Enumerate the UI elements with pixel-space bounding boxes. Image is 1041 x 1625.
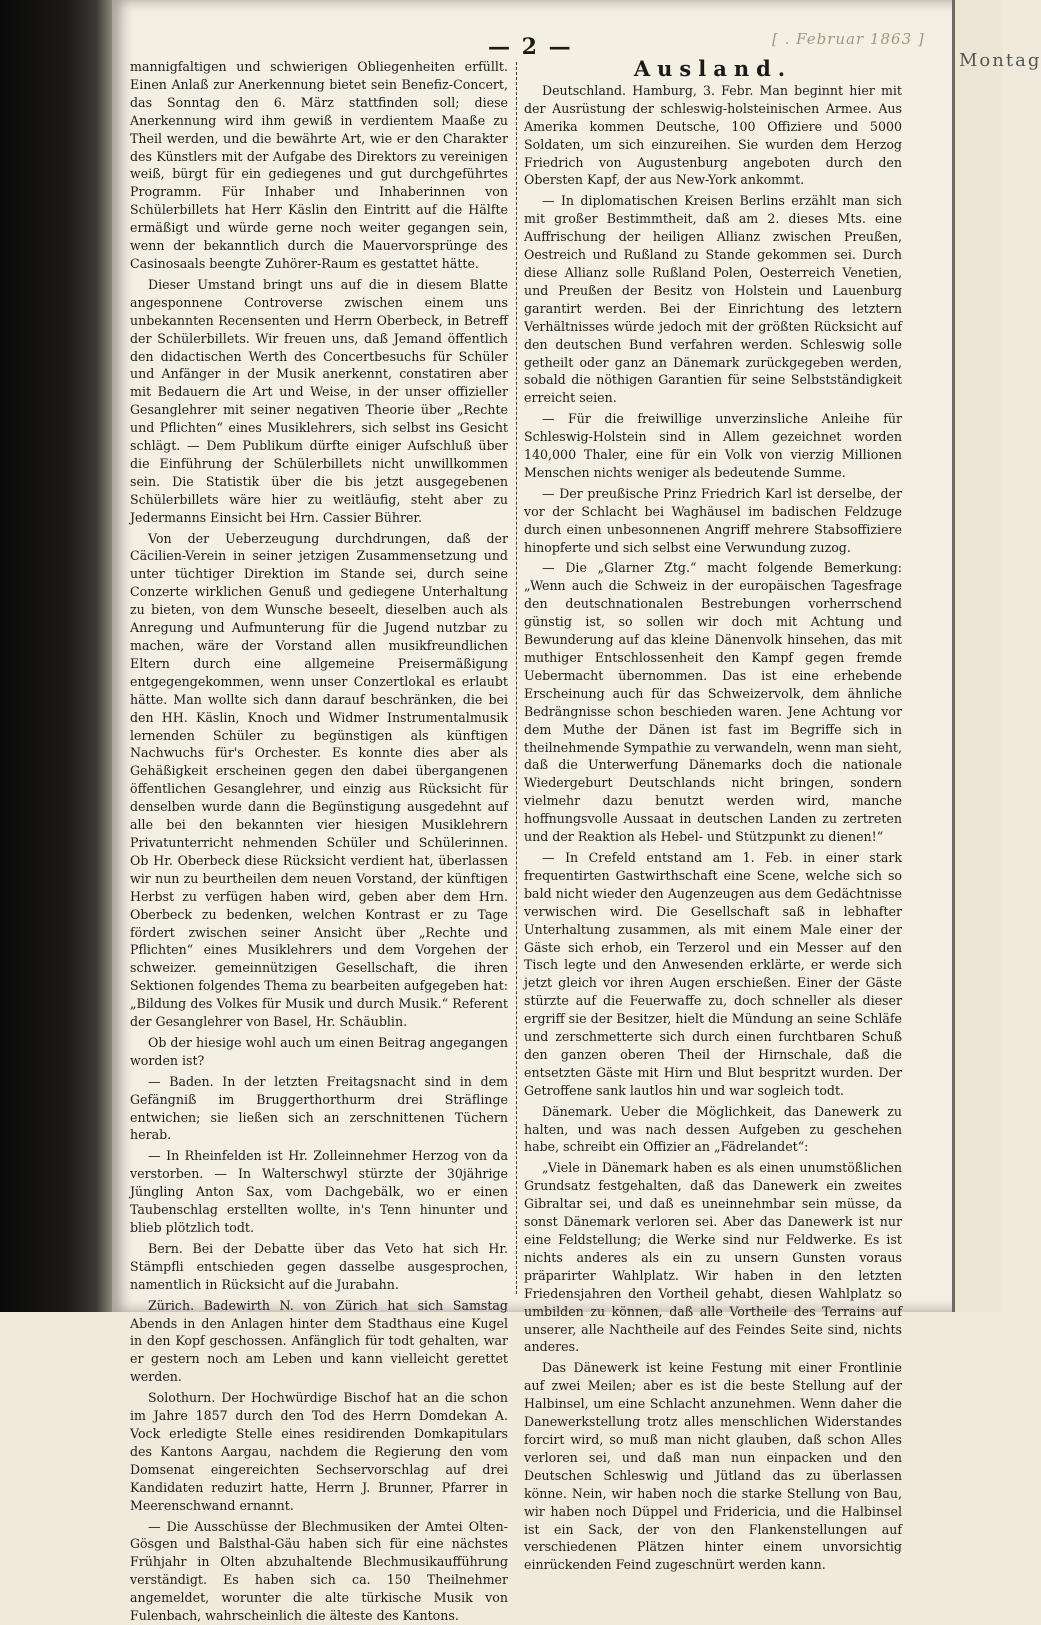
news-item-deutschland: Deutschland. Hamburg, 3. Febr. Man beginnt hier mit der Ausrüstung der schleswig-holsteinischen Armee. Aus Amerika kommen Deutsche, 100 Offiziere und 5000 Soldaten, um sich einzureihen. Sie wurden dem Herzog Friedrich von Augustenburg angeboten durch den Obersten Kapf, der aus New-York ankommt. [524, 82, 902, 188]
news-item-crefeld: — In Crefeld entstand am 1. Feb. in einer stark frequentirten Gastwirthschaft eine Scene, welche sich so bald nicht wieder den Augenzeugen aus dem Gedächtnisse verwischen wird. Die Gesellschaft saß in lebhafter Unterhaltung zusammen, als mit einem Male einer der Gäste sich erhob, ein Terzerol und ein Messer auf den Tisch legte und den Anwesenden erklärte, er werde sich jetzt gleich vor ihren Augen erschießen. Einer der Gäste stürzte auf die Feuerwaffe zu, doch schneller als dieser ergriff sie der Besitzer, hielt die Mündung an seine Schläfe und zerschmetterte sich durch einen furchtbaren Schuß den ganzen oberen Theil der Hirnschale, daß die entsetzten Gäste mit Hirn und Blut bespritzt wurden. Der Getroffene sank lautlos hin und war sogleich todt. [524, 849, 902, 1098]
article-paragraph: Ob der hiesige wohl auch um einen Beitrag angegangen worden ist? [130, 1034, 508, 1068]
news-item-bern: Bern. Bei der Debatte über das Veto hat sich Hr. Stämpfli entschieden gegen dasselbe ausgesprochen, namentlich in Rücksicht auf die Jurabahn. [130, 1240, 508, 1292]
section-title-ausland: Ausland. [633, 56, 793, 81]
quote-paragraph: Das Dänewerk ist keine Festung mit einer Frontlinie auf zwei Meilen; aber es ist die beste Stellung auf der Halbinsel, um eine Schlacht anzunehmen. Wenn daher die Danewerkstellung trotz alles menschlichen Widerstandes forcirt wird, so muß man nicht glauben, daß schon Alles verloren sei, und daß man nun einpacken und den Deutschen Schleswig und Jütland das zu überlassen könne. Nein, wir haben noch die starke Stellung von Bau, wir haben noch Düppel und Fridericia, und die Halbinsel ist ein Sack, der von den Flankenstellungen auf verschiedenen Plätzen hinter einem unvorsichtig einrückenden Feind zugeschnürt werden kann. [524, 1360, 902, 1573]
article-paragraph: mannigfaltigen und schwierigen Obliegenheiten erfüllt. Einen Anlaß zur Anerkennung bietet sein Benefiz-Concert, das Sonntag den 6. März stattfinden soll; diese Anerkennung wird ihm gewiß in verdientem Maaße zu Theil werden, und die bewährte Art, wie er den Charakter des Künstlers mit der Aufgabe des Direktors zu vereinigen weiß, bürgt für ein gediegenes und gut durchgeführtes Programm. Für Inhaber und Inhaberinnen von Schülerbillets hat Herr Käslin den Eintritt auf die Hälfte ermäßigt und würde gerne noch weiter gegangen sein, wenn der bekanntlich durch die Mauervorsprünge des Casinosaals beengte Zuhörer-Raum es gestattet hätte. [130, 59, 508, 271]
news-item-prinz: — Der preußische Prinz Friedrich Karl ist derselbe, der vor der Schlacht bei Waghäusel im badischen Feldzuge durch einen unbesonnenen Angriff mehrere Stabsoffiziere hinopferte und sich selbst eine Verwundung zuzog. [524, 485, 902, 555]
news-item-rheinfelden: — In Rheinfelden ist Hr. Zolleinnehmer Herzog von da verstorben. — In Walterschwyl stürzte der 30jährige Jüngling Anton Sax, vom Dachgebälk, wo er einen Taubenschlag erstellten wollte, in's Tenn hinunter und blieb plötzlich todt. [130, 1148, 508, 1235]
news-item-baden: — Baden. In der letzten Freitagsnacht sind in dem Gefängniß im Bruggerthorthurm drei Sträflinge entwichen; sie ließen sich an zerschnittenen Tüchern herab. [130, 1073, 508, 1143]
news-item-daenemark: Dänemark. Ueber die Möglichkeit, das Danewerk zu halten, und was nach dessen Aufgeben zu geschehen habe, schreibt ein Offizier an „Fädrelandet“: [524, 1103, 902, 1155]
news-item-solothurn: Solothurn. Der Hochwürdige Bischof hat an die schon im Jahre 1857 durch den Tod des Herrn Domdekan A. Vock erledigte Stelle eines residirenden Domkapitulars des Kantons Aargau, nachdem die Regierung den vom Domsenat eingereichten Sechservorschlag auf drei Kandidaten reduzirt hatte, Herrn J. Brunner, Pfarrer in Meerenschwand ernannt. [130, 1390, 508, 1513]
news-item-blechmusik: — Die Ausschüsse der Blechmusiken der Amtei Olten-Gösgen und Balsthal-Gäu haben sich für eine nächstes Frühjahr in Olten abzuhaltende Blechmusikaufführung verständigt. Es haben sich ca. 150 Theilnehmer angemeldet, worunter die alte türkische Musik von Fulenbach, wahrscheinlich die älteste des Kantons. [130, 1518, 508, 1624]
book-spine-shadow [0, 0, 120, 1312]
news-item-zuerich: Zürich. Badewirth N. von Zürich hat sich Samstag Abends in den Anlagen hinter dem Stadthaus eine Kugel in den Kopf geschossen. Anfänglich für todt gehalten, war er gestern noch am Leben und kann vielleicht gerettet werden. [130, 1297, 508, 1385]
page-number: — 2 — [488, 34, 573, 60]
article-paragraph: Von der Ueberzeugung durchdrungen, daß der Cäcilien-Verein in seiner jetzigen Zusammensetzung und unter tüchtiger Direktion im Stande sei, durch seine Conzerte wirklichen Genuß und gediegene Unterhaltung zu bieten, von dem Wunsche beseelt, dieselben auch als Anregung und Aufmunterung für die Jugend nutzbar zu machen, wäre der Vorstand allen musikfreundlichen Eltern durch eine allgemeine Preisermäßigung entgegengekommen, wenn unser Conzertlokal es erlaubt hätte. Man wollte sich dann darauf beschränken, die bei den HH. Käslin, Knoch und Widmer Instrumentalmusik lernenden Schüler zu begünstigen als künftigen Nachwuchs für's Orchester. Es konnte dies aber als Gehäßigkeit erscheinen gegen den dabei übergangenen öffentlichen Gesanglehrer, und einzig aus Rücksicht für denselben wurde dann die Begünstigung ausgedehnt auf alle bei den bekannten vier hiesigen Musiklehrern Privatunterricht nehmenden Schüler und Schülerinnen. Ob Hr. Oberbeck diese Rücksicht verdient hat, überlassen wir nun zu beurtheilen dem neuen Vorstand, der künftigen Herbst zu verfügen haben wird, geben aber dem Hrn. Oberbeck zu bedenken, welchen Kontrast er zu Tage fördert zwischen seiner Ansicht über „Rechte und Pflichten“ eines Musiklehrers und dem Vorgehen der schweizer. gemeinnützigen Gesellschaft, die ihren Sektionen folgendes Thema zu bearbeiten aufgegeben hat: „Bildung des Volkes für Musik und durch Musik.“ Referent der Gesanglehrer von Basel, Hr. Schäublin. [130, 530, 508, 1030]
quote-paragraph: „Viele in Dänemark haben es als einen unumstößlichen Grundsatz festgehalten, daß das Danewerk ein zweites Gibraltar sei, und daß es uneinnehmbar sein müsse, da sonst Dänemark verloren sei. Aber das Danewerk ist nur eine Feldstellung; die Werke sind nur Feldwerke. Es ist nichts anderes als ein zu unsern Gunsten voraus präparirter Wahlplatz. Wir haben in den letzten Friedensjahren den Vortheil gehabt, diesen Wahlplatz so umbilden zu können, daß alle Vortheile des Terrains auf unserer, alle Nachtheile auf des Feindes Seite sind, nichts anderes. [524, 1160, 902, 1355]
news-item-anleihe: — Für die freiwillige unverzinsliche Anleihe für Schleswig-Holstein sind in Allem gezeichnet worden 140,000 Thaler, eine für ein Volk von vierzig Millionen Menschen nichts weniger als bedeutende Summe. [524, 411, 902, 480]
article-paragraph: Dieser Umstand bringt uns auf die in diesem Blatte angesponnene Controverse zwischen einem uns unbekannten Recensenten und Herrn Oberbeck, in Betreff der Schülerbillets. Wir freuen uns, daß Jemand öffentlich den didactischen Werth des Concertbesuchs für Schüler und Anfänger in der Musik anerkennt, constatiren aber mit Bedauern die Art und Weise, in der unser offizieller Gesanglehrer mit seiner negativen Theorie über „Rechte und Pflichten“ eines Musiklehrers, sich selbst ins Gesicht schlägt. — Dem Publikum dürfte einiger Aufschluß über die Einführung der Schülerbillets nicht unwillkommen sein. Die Statistik über die bis jetzt ausgegebenen Schülerbillets wäre hier zu weitläufig, steht aber zu Jedermanns Einsicht bei Hrn. Cassier Bührer. [130, 276, 508, 525]
faded-header: [ . Februar 1863 ] [772, 30, 925, 48]
right-column [524, 56, 902, 1573]
column-divider [516, 62, 518, 1294]
adjacent-page-header: Montag [959, 50, 1041, 71]
news-item-glarner-ztg: — Die „Glarner Ztg.“ macht folgende Bemerkung: „Wenn auch die Schweiz in der europäischen Tagesfrage den deutschnationalen Bestrebungen vorherrschend günstig ist, so sollen wir doch mit Achtung und Bewunderung auf das kleine Dänenvolk hinsehen, das mit muthiger Entschlossenheit den Kampf gegen fremde Uebermacht übernommen. Das ist eine erhebende Erscheinung auch für das Schweizervolk, dem ähnliche Bedrängnisse schon beschieden waren. Jene Achtung vor dem Muthe der Dänen ist fast im Begriffe sich in theilnehmende Sympathie zu verwandeln, wenn man sieht, daß die Unterwerfung Dänemarks doch die nationale Wiedergeburt Deutschlands nicht bringen, sondern vielmehr dazu benutzt werden wird, manche hoffnungsvolle Aussaat in deutschen Landen zu zertreten und der Reaktion als Hebel- und Stützpunkt zu dienen!“ [524, 560, 902, 845]
left-column [130, 58, 508, 1624]
adjacent-page-edge [952, 0, 1041, 1312]
news-item-berlin-allianz: — In diplomatischen Kreisen Berlins erzählt man sich mit großer Bestimmtheit, daß am 2. dieses Mts. eine Auffrischung der heiligen Allianz zwischen Preußen, Oestreich und Rußland zu Stande gekommen sei. Durch diese Allianz solle Rußland Polen, Oesterreich Venetien, und Preußen der Besitz von Holstein und Lauenburg garantirt werden. Bei der Einrichtung des letztern Verhältnisses würde jedoch mit der größten Rücksicht auf den deutschen Bund verfahren werden. Schleswig solle getheilt oder ganz an Dänemark zurückgegeben werden, sobald die nöthigen Garantien für seine Selbstständigkeit erreicht seien. [524, 193, 902, 406]
